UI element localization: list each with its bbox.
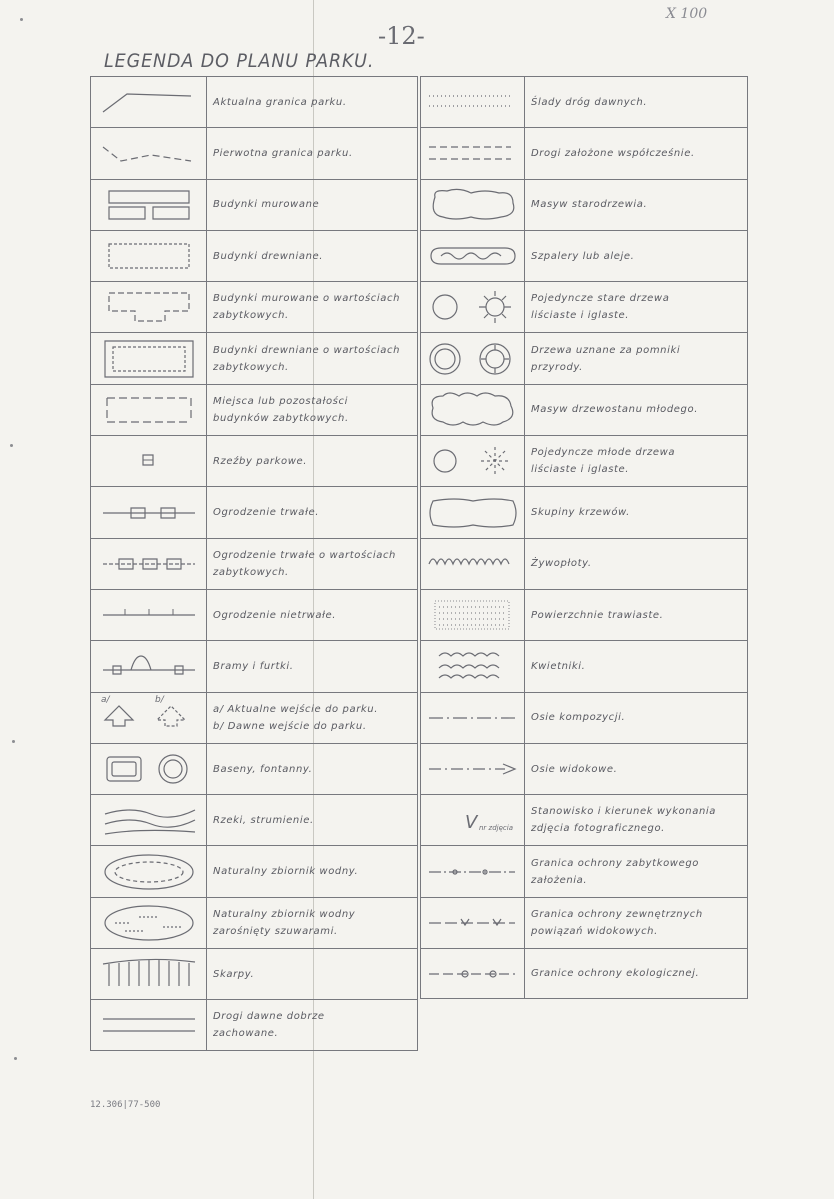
old-trees-single-icon [421, 282, 525, 332]
legend-row [90, 332, 418, 383]
legend-label: Rzeki, strumienie. [213, 814, 314, 826]
young-trees-single-icon [421, 436, 525, 486]
old-tree-stand-icon [421, 180, 525, 230]
legend-row [90, 897, 418, 948]
historic-masonry-buildings-icon [91, 282, 207, 332]
legend-row [90, 999, 418, 1050]
shrub-groups-icon [421, 487, 525, 537]
legend-label: Ogrodzenie trwałe. [213, 507, 319, 519]
legend-row [420, 589, 748, 640]
legend-label: Skarpy. [213, 968, 255, 980]
ecological-protection-boundary-icon [421, 949, 525, 998]
legend-label: Pojedyncze stare drzewa liściaste i iglaste. [531, 293, 670, 322]
page-number: -12- [378, 22, 425, 50]
legend-row [420, 948, 748, 999]
legend-row [420, 640, 748, 691]
landscape-protection-boundary-icon [421, 898, 525, 948]
legend-row [420, 230, 748, 281]
legend-row [90, 486, 418, 537]
legend-label: Osie kompozycji. [531, 712, 626, 724]
wooden-buildings-icon [91, 231, 207, 281]
sculpture-icon [91, 436, 207, 486]
archive-footnote: 12.306|77-500 [90, 1100, 161, 1110]
historic-fence-icon [91, 539, 207, 589]
legend-label: Stanowisko i kierunek wykonania zdjęcia fotograficznego. [531, 806, 717, 835]
legend-label: Baseny, fontanny. [213, 763, 313, 775]
paper-speck [14, 1057, 17, 1060]
hedges-icon [421, 539, 525, 589]
legend-row [420, 743, 748, 794]
legend-label: Osie widokowe. [531, 763, 618, 775]
heritage-protection-boundary-icon [421, 846, 525, 896]
legend-row [90, 435, 418, 486]
photo-number-label: nr zdjęcia [478, 824, 513, 833]
legend-label: Budynki murowane [213, 199, 320, 211]
view-axes-icon [421, 744, 525, 794]
legend-label: a/ Aktualne wejście do parku. b/ Dawne wejście do parku. [213, 703, 379, 732]
legend-row [420, 435, 748, 486]
legend-row [420, 692, 748, 743]
legend-label: Granica ochrony zewnętrznych powiązań widokowych. [531, 908, 703, 937]
lawns-icon [421, 590, 525, 640]
legend-row [90, 384, 418, 435]
photo-v-mark: V [464, 812, 477, 834]
permanent-fence-icon [91, 487, 207, 537]
legend-label: Budynki drewniane. [213, 250, 324, 262]
natural-pond-icon [91, 846, 207, 896]
legend-left-column [90, 76, 418, 1051]
legend-label: Ślady dróg dawnych. [531, 96, 648, 108]
old-road-traces-icon [421, 77, 525, 127]
legend-row [420, 845, 748, 896]
legend-row [420, 179, 748, 230]
legend-row [420, 332, 748, 383]
legend-row [420, 897, 748, 948]
legend-label: Aktualna granica parku. [213, 96, 347, 108]
slopes-icon [91, 949, 207, 999]
entrance-arrows-icon [91, 693, 207, 743]
legend-row [90, 76, 418, 127]
legend-label: Rzeźby parkowe. [213, 455, 308, 467]
legend-row [90, 948, 418, 999]
legend-label: Masyw starodrzewia. [531, 199, 648, 211]
legend-label: Żywopłoty. [531, 558, 592, 570]
legend-label: Masyw drzewostanu młodego. [531, 404, 698, 416]
legend-label: Budynki drewniane o wartościach zabytkowych. [213, 344, 401, 373]
legend-label: Ogrodzenie nietrwałe. [213, 609, 337, 621]
legend-row [90, 179, 418, 230]
young-tree-stand-icon [421, 385, 525, 435]
pools-fountains-icon [91, 744, 207, 794]
legend-label: Drogi dawne dobrze zachowane. [213, 1010, 325, 1039]
flower-beds-icon [421, 641, 525, 691]
legend-row [420, 127, 748, 178]
legend-row [90, 845, 418, 896]
old-roads-icon [91, 1000, 207, 1049]
composition-axes-icon [421, 693, 525, 743]
legend-row [420, 794, 748, 845]
legend-label: Granice ochrony ekologicznej. [531, 968, 700, 980]
legend-row [90, 743, 418, 794]
legend-label: Bramy i furtki. [213, 660, 294, 672]
masonry-buildings-icon [91, 180, 207, 230]
legend-label: Pierwotna granica parku. [213, 147, 353, 159]
legend-label: Naturalny zbiornik wodny. [213, 866, 359, 878]
paper-speck [10, 444, 13, 447]
legend-row [420, 281, 748, 332]
legend-row [420, 486, 748, 537]
legend-row [90, 640, 418, 691]
legend-row [420, 538, 748, 589]
legend-label: Naturalny zbiornik wodny zarośnięty szuwarami. [213, 908, 356, 937]
legend-label: Miejsca lub pozostałości budynków zabytkowych. [213, 395, 349, 424]
legend-label: Drogi założone współcześnie. [531, 147, 695, 159]
corner-mark: X 100 [666, 6, 708, 22]
historic-wooden-buildings-icon [91, 333, 207, 383]
legend-label: Kwietniki. [531, 660, 586, 672]
legend-row [90, 538, 418, 589]
legend-label: Skupiny krzewów. [531, 507, 630, 519]
historic-building-remains-icon [91, 385, 207, 435]
overgrown-pond-icon [91, 898, 207, 948]
legend-label: Drzewa uznane za pomniki przyrody. [531, 344, 681, 373]
entrance-label-a: a/ [100, 694, 110, 705]
tree-avenues-icon [421, 231, 525, 281]
photo-position-icon [421, 795, 525, 845]
legend-title: LEGENDA DO PLANU PARKU. [104, 50, 375, 72]
legend-row [90, 281, 418, 332]
paper-speck [12, 740, 15, 743]
boundary-current-icon [91, 77, 207, 127]
paper-speck [20, 18, 23, 21]
gates-icon [91, 641, 207, 691]
temporary-fence-icon [91, 590, 207, 640]
legend-label: Powierzchnie trawiaste. [531, 609, 664, 621]
natural-monument-trees-icon [421, 333, 525, 383]
legend-row [90, 692, 418, 743]
legend-label: Szpalery lub aleje. [531, 250, 635, 262]
legend-row [90, 794, 418, 845]
legend-right-column [420, 76, 748, 999]
modern-roads-icon [421, 128, 525, 178]
legend-label: Pojedyncze młode drzewa liściaste i iglaste. [531, 447, 676, 476]
legend-row [420, 76, 748, 127]
legend-label: Granica ochrony zabytkowego założenia. [531, 857, 699, 886]
legend-table [90, 76, 746, 1078]
rivers-streams-icon [91, 795, 207, 845]
legend-label: Budynki murowane o wartościach zabytkowych. [213, 293, 401, 322]
legend-row [90, 589, 418, 640]
legend-row [90, 127, 418, 178]
legend-row [90, 230, 418, 281]
legend-label: Ogrodzenie trwałe o wartościach zabytkowych. [213, 549, 396, 578]
boundary-original-icon [91, 128, 207, 178]
legend-row [420, 384, 748, 435]
entrance-label-b: b/ [154, 694, 164, 705]
